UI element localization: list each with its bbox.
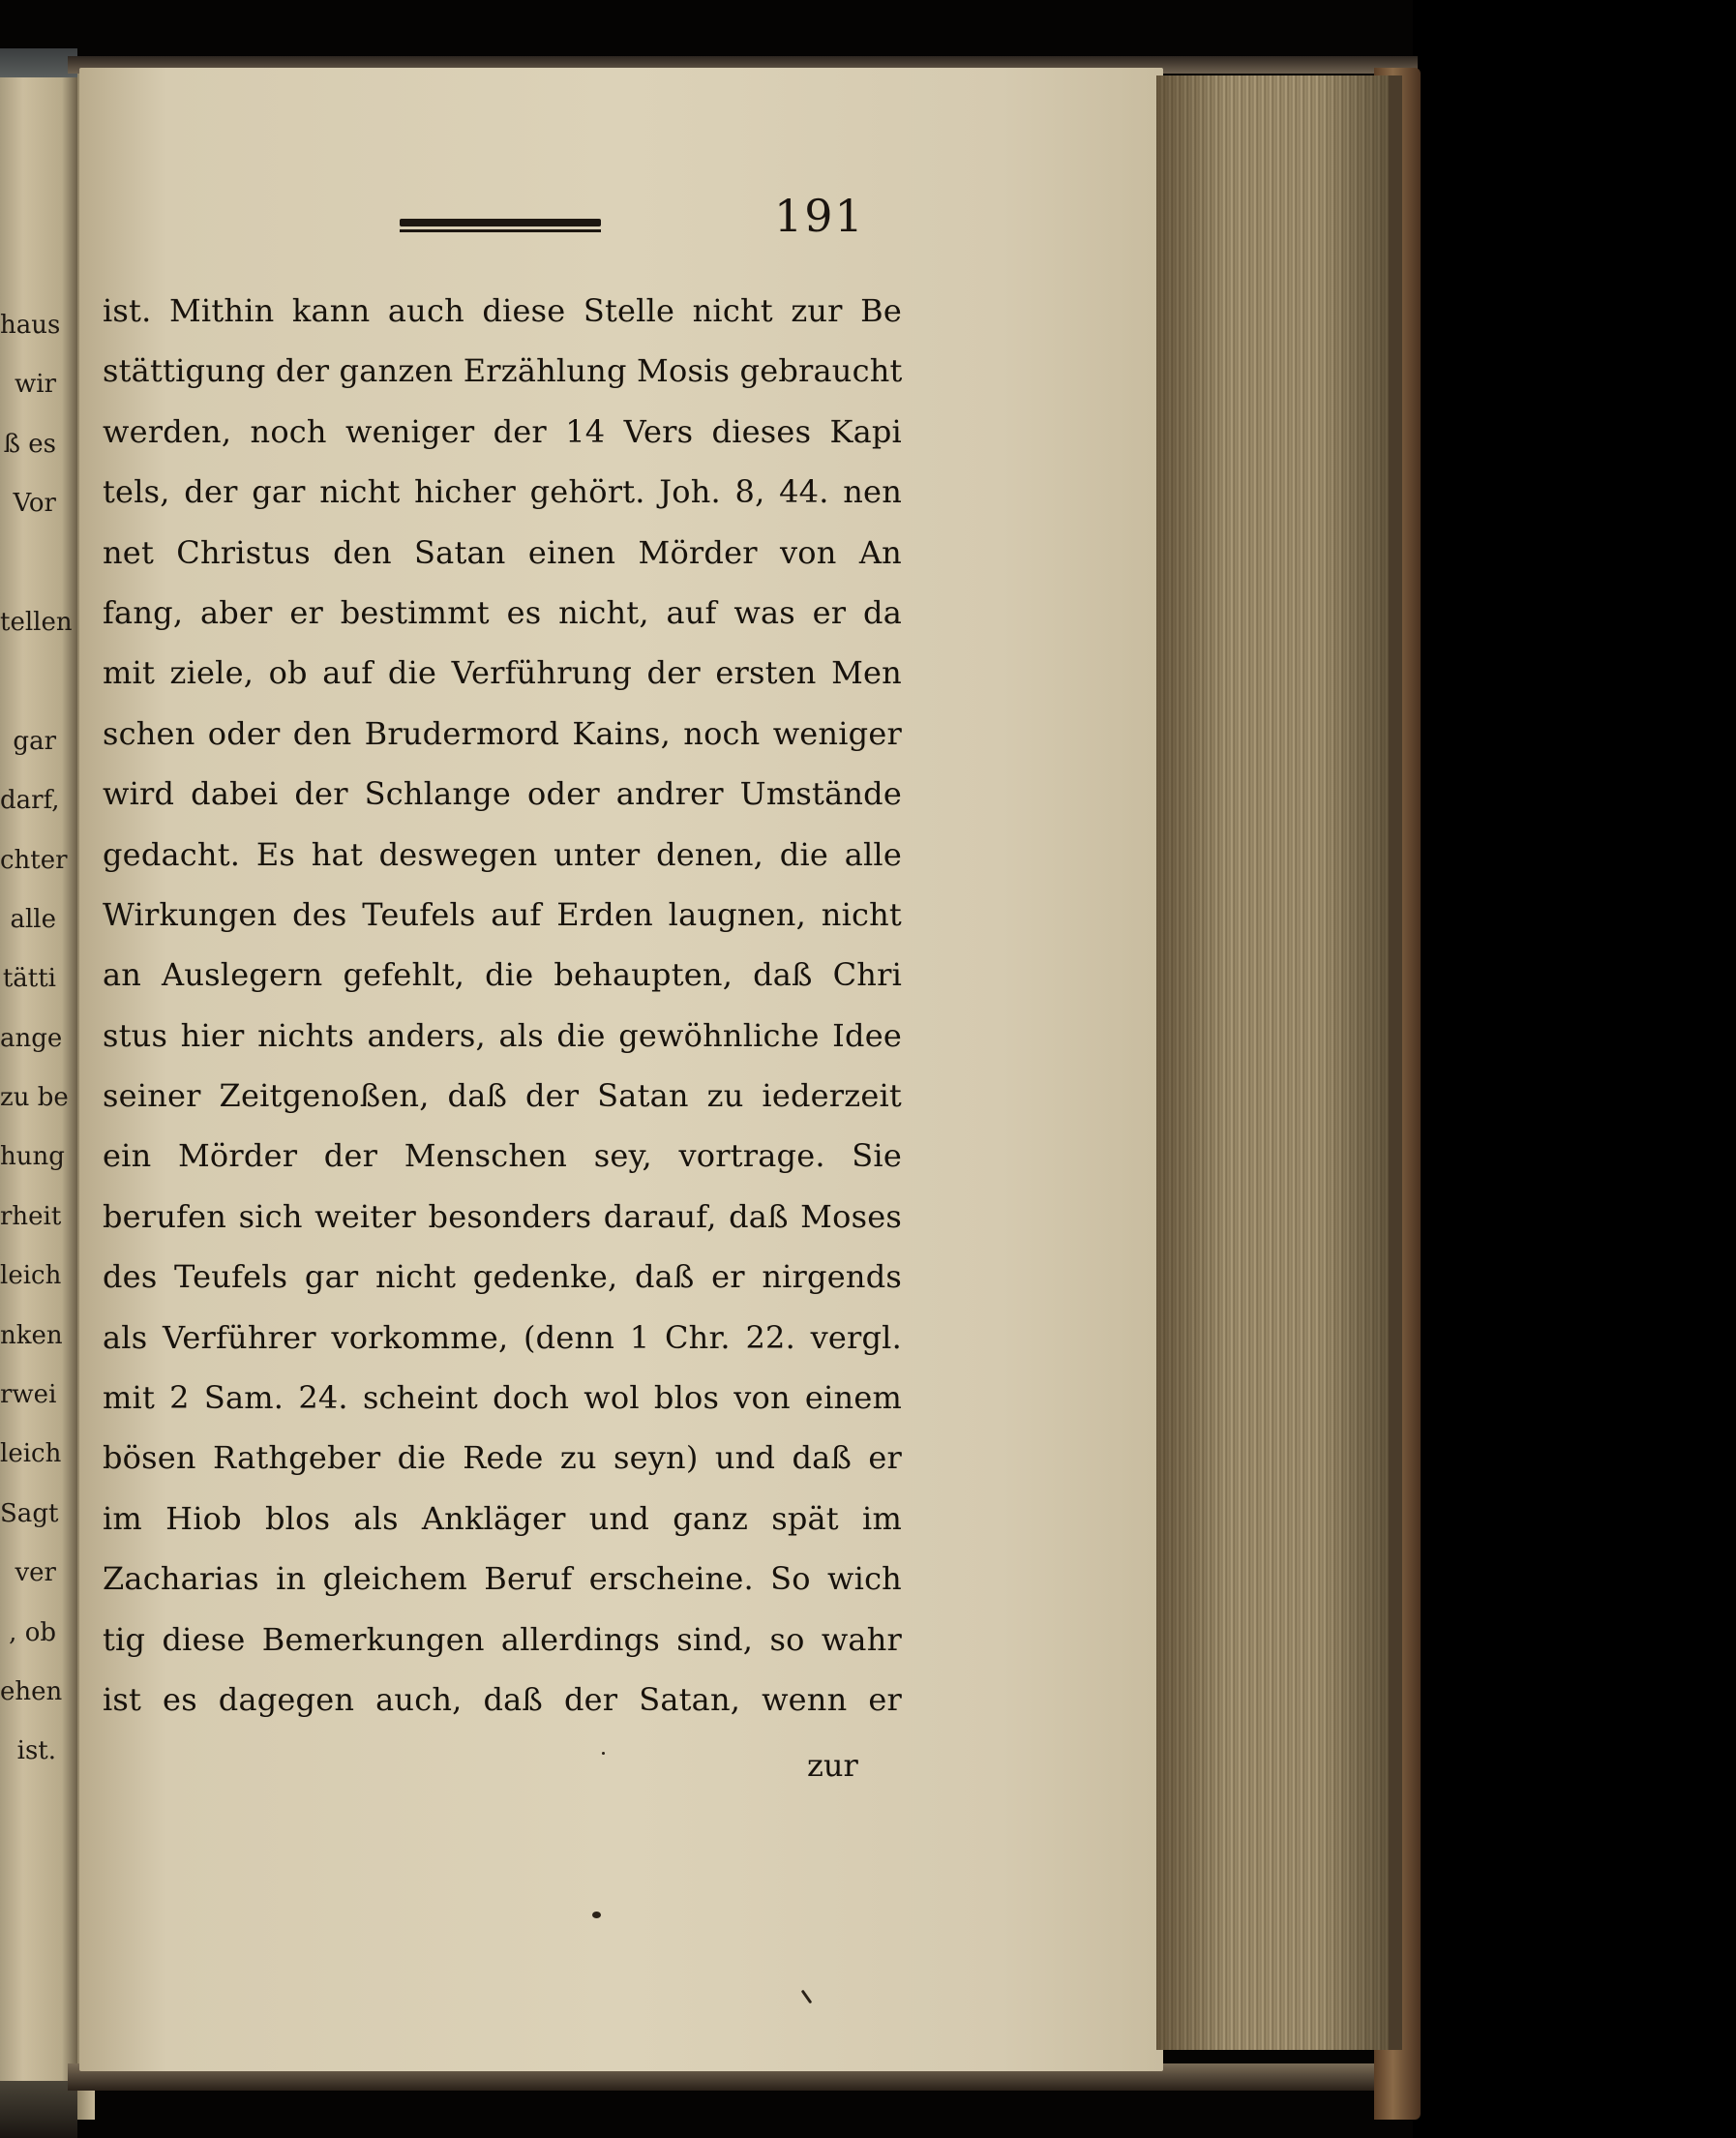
scan-background bbox=[1413, 0, 1736, 2138]
text-line: tels, der gar nicht hicher gehört. Joh. 8, 44. nen bbox=[103, 473, 902, 511]
text-line: an Auslegern gefehlt, die behaupten, daß Chri bbox=[103, 956, 902, 994]
left-page-fragment: chter bbox=[0, 845, 68, 875]
left-page-fragment: rwei bbox=[0, 1380, 57, 1410]
left-page-fragment: leich bbox=[0, 1439, 62, 1469]
text-line: ist. Mithin kann auch diese Stelle nicht zur Be bbox=[103, 292, 902, 329]
left-page-fragment: alle bbox=[10, 904, 56, 934]
text-line: im Hiob blos als Ankläger und ganz spät im bbox=[103, 1499, 902, 1537]
left-page-fragment: zu be bbox=[0, 1083, 69, 1113]
left-page-fragment: darf, bbox=[0, 786, 60, 816]
text-line: mit ziele, ob auf die Verführung der ersten Men bbox=[103, 654, 902, 692]
left-page-fragment: ehen bbox=[0, 1676, 63, 1706]
text-line: fang, aber er bestimmt es nicht, auf was er da bbox=[103, 593, 902, 631]
text-line: ein Mörder der Menschen sey, vortrage. Sie bbox=[103, 1137, 902, 1175]
left-page-fragment: tellen bbox=[0, 607, 73, 637]
left-page-fragment: leich bbox=[0, 1261, 62, 1291]
text-line: bösen Rathgeber die Rede zu seyn) und daß er bbox=[103, 1439, 902, 1477]
left-page-fragment: ß es bbox=[3, 429, 56, 459]
text-line: Zacharias in gleichem Beruf erscheine. So wich bbox=[103, 1560, 902, 1598]
header-rule-thick bbox=[400, 219, 601, 226]
left-cover-bottom bbox=[0, 2081, 77, 2138]
text-line: ist es dagegen auch, daß der Satan, wenn er bbox=[103, 1680, 902, 1718]
left-page-fragment: ist. bbox=[16, 1736, 56, 1766]
left-page-fragment: rheit bbox=[0, 1201, 62, 1231]
left-page-fragment: , ob bbox=[9, 1617, 56, 1647]
text-line: gedacht. Es hat deswegen unter denen, die alle bbox=[103, 835, 902, 873]
left-page-fragment: ange bbox=[0, 1023, 63, 1053]
left-page-fragment: nken bbox=[0, 1320, 63, 1350]
header-rule-thin bbox=[400, 229, 601, 232]
body-text bbox=[103, 281, 902, 1730]
left-page-fragment: wir bbox=[15, 370, 56, 400]
text-line: tig diese Bemerkungen allerdings sind, so wahr bbox=[103, 1620, 902, 1658]
text-line: stättigung der ganzen Erzählung Mosis gebraucht bbox=[103, 352, 903, 390]
text-line: Wirkungen des Teufels auf Erden laugnen, nicht bbox=[103, 895, 902, 933]
paper-speck bbox=[801, 1990, 813, 2004]
text-line: mit 2 Sam. 24. scheint doch wol blos von einem bbox=[103, 1379, 902, 1417]
page-fore-edge-shade bbox=[1156, 75, 1389, 2050]
left-facing-page bbox=[0, 68, 77, 2110]
catchword: zur bbox=[807, 1747, 858, 1784]
left-page-fragment: ver bbox=[15, 1558, 56, 1588]
text-line: schen oder den Brudermord Kains, noch weniger bbox=[103, 714, 902, 752]
left-page-fragment: Vor bbox=[13, 489, 56, 519]
left-cover-top bbox=[0, 48, 77, 77]
text-line: als Verführer vorkomme, (denn 1 Chr. 22. vergl. bbox=[103, 1318, 902, 1356]
left-page-fragment: Sagt bbox=[0, 1498, 59, 1528]
paper-speck bbox=[602, 1752, 605, 1755]
left-page-fragment: hung bbox=[0, 1142, 65, 1172]
left-page-fragment: tätti bbox=[2, 964, 56, 994]
left-page-text-fragments bbox=[0, 296, 73, 1782]
text-line: des Teufels gar nicht gedenke, daß er nirgends bbox=[103, 1258, 902, 1296]
header-rule bbox=[400, 219, 601, 234]
text-line: seiner Zeitgenoßen, daß der Satan zu iederzeit bbox=[103, 1077, 902, 1115]
text-line: berufen sich weiter besonders darauf, daß Moses bbox=[103, 1197, 902, 1235]
left-page-fragment bbox=[0, 652, 56, 711]
text-line: wird dabei der Schlange oder andrer Umstände bbox=[103, 775, 902, 813]
text-line: werden, noch weniger der 14 Vers dieses Kapi bbox=[103, 412, 902, 450]
text-line: stus hier nichts anders, als die gewöhnliche Idee bbox=[103, 1016, 902, 1054]
left-page-fragment: haus bbox=[0, 311, 61, 340]
page-number: 191 bbox=[774, 190, 865, 242]
left-page-fragment: gar bbox=[13, 726, 56, 756]
left-page-fragment bbox=[0, 534, 56, 593]
paper-speck bbox=[592, 1912, 601, 1918]
text-line: net Christus den Satan einen Mörder von An bbox=[103, 533, 902, 571]
